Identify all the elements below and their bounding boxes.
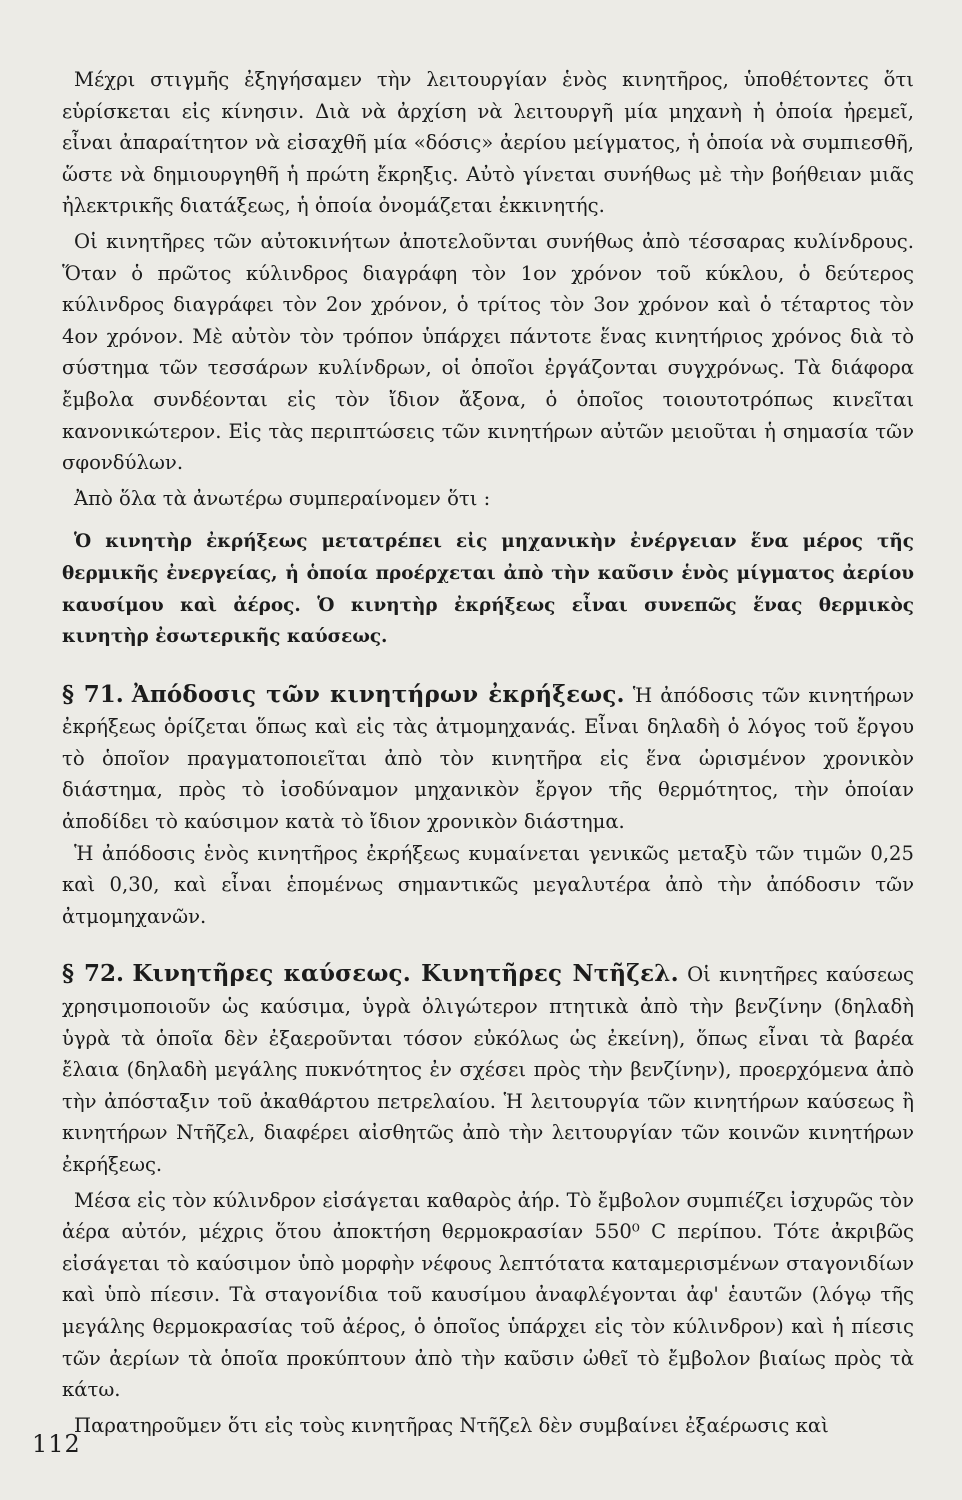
section-71-text: Ἡ ἀπόδοσις τῶν κινητήρων ἐκρήξεως ὁρίζεται ὅπως καὶ εἰς τὰς ἀτμομηχανάς. Εἶναι δηλαδὴ ὁ λόγος τοῦ ἔργου τὸ ὁποῖον πραγματοποιεῖται ἀπὸ τὸν κινητῆρα εἰς ἕνα ὡρισμένον χρονικὸν διάστημα, πρὸς τὸ ἰσοδύναμον μηχανικὸν ἔργον τῆς θερμότητος, τὴν ὁποίαν ἀποδίδει τὸ καύσιμον κατὰ τὸ ἴδιον χρονικὸν διάστημα. <box>62 683 914 834</box>
paragraph-conclusion-bold: Ὁ κινητὴρ ἐκρήξεως μετατρέπει εἰς μηχανικὴν ἐνέργειαν ἕνα μέρος τῆς θερμικῆς ἐνεργείας, ἡ ὁποία προέρχεται ἀπὸ τὴν καῦσιν ἑνὸς μίγματος ἀερίου καυσίμου καὶ ἀέρος. Ὁ κινητὴρ ἐκρήξεως εἶναι συνεπῶς ἕνας θερμικὸς κινητὴρ ἐσωτερικῆς καύσεως. <box>62 531 914 648</box>
section-71-text-2: Ἡ ἀπόδοσις ἑνὸς κινητῆρος ἐκρήξεως κυμαίνεται γενικῶς μεταξὺ τῶν τιμῶν 0,25 καὶ 0,30, καὶ εἶναι ἑπομένως σημαντικῶς μεγαλυτέρα ἀπὸ τὴν ἀπόδοσιν τῶν ἀτμομηχανῶν. <box>62 841 914 928</box>
section-72-title: Κινητῆρες καύσεως. Κινητῆρες Ντῆζελ. <box>132 960 679 988</box>
section-72-text: Οἱ κινητῆρες καύσεως χρησιμοποιοῦν ὡς καύσιμα, ὑγρὰ ὀλιγώτερον πτητικὰ ἀπὸ τὴν βενζίνην (δηλαδὴ ὑγρὰ τὰ ὁποῖα δὲν ἐξαεροῦνται τόσον εὐκόλως ὡς ἐκείνη), ὅπως εἶναι τὰ βαρέα ἔλαια (δηλαδὴ μεγάλης πυκνότητος ἐν σχέσει πρὸς τὴν βενζίνην), προερχόμενα ἀπὸ τὴν ἀπόσταξιν τοῦ ἀκαθάρτου πετρελαίου. Ἡ λειτουργία τῶν κινητήρων καύσεως ἢ κινητήρων Ντῆζελ, διαφέρει αἰσθητῶς ἀπὸ τὴν λειτουργίαν τῶν κοινῶν κινητήρων ἐκρήξεως. <box>62 963 914 1176</box>
section-72-number: § 72. <box>62 960 125 988</box>
section-72-text-2: Μέσα εἰς τὸν κύλινδρον εἰσάγεται καθαρὸς ἀήρ. Τὸ ἔμβολον συμπιέζει ἰσχυρῶς τὸν ἀέρα αὐτόν, μέχρις ὅτου ἀποκτήση θερμοκρασίαν 550⁰ C περίπου. Τότε ἀκριβῶς εἰσάγεται τὸ καύσιμον ὑπὸ μορφὴν νέφους λεπτότατα καταμερισμένων σταγονιδίων καὶ ὑπὸ πίεσιν. Τὰ σταγονίδια τοῦ καυσίμου ἀναφλέγονται ἀφ' ἑαυτῶν (λόγῳ τῆς μεγάλης θερμοκρασίας τοῦ ἀέρος, ὁ ὁποῖος ὑπάρχει εἰς τὸν κύλινδρον) καὶ ἡ πίεσις τῶν ἀερίων τὰ ὁποῖα προκύπτουν ἀπὸ τὴν καῦσιν ὠθεῖ τὸ ἔμβολον βιαίως πρὸς τὰ κάτω. <box>62 1188 914 1402</box>
page-number: 112 <box>32 1430 81 1458</box>
section-72 <box>62 958 914 1180</box>
paragraph-conclusion-lead: Ἀπὸ ὅλα τὰ ἀνωτέρω συμπεραίνομεν ὅτι : <box>74 486 491 510</box>
section-71-title: Ἀπόδοσις τῶν κινητήρων ἐκρήξεως. <box>131 680 625 708</box>
section-71 <box>62 679 914 838</box>
paragraph-four-cylinders: Οἱ κινητῆρες τῶν αὐτοκινήτων ἀποτελοῦνται συνήθως ἀπὸ τέσσαρας κυλίνδρους. Ὅταν ὁ πρῶτος κύλινδρος διαγράφη τὸν 1ον χρόνον τοῦ κύκλου, ὁ δεύτερος κύλινδρος διαγράφει τὸν 2ον χρόνον, ὁ τρίτος τὸν 3ον χρόνον καὶ ὁ τέταρτος τὸν 4ον χρόνον. Μὲ αὐτὸν τὸν τρόπον ὑπάρχει πάντοτε ἕνας κινητήριος χρόνος διὰ τὸ σύστημα τῶν τεσσάρων κυλίνδρων, οἱ ὁποῖοι ἐργάζονται συγχρόνως. Τὰ διάφορα ἔμβολα συνδέονται εἰς τὸν ἴδιον ἄξονα, ὁ ὁποῖος τοιουτοτρόπως κινεῖται κανονικώτερον. Εἰς τὰς περιπτώσεις τῶν κινητήρων αὐτῶν μειοῦται ἡ σημασία τῶν σφονδύλων. <box>62 229 914 475</box>
section-72-text-3: Παρατηροῦμεν ὅτι εἰς τοὺς κινητῆρας Ντῆζελ δὲν συμβαίνει ἐξαέρωσις καὶ <box>74 1413 829 1437</box>
paragraph-starter-intro: Μέχρι στιγμῆς ἐξηγήσαμεν τὴν λειτουργίαν ἑνὸς κινητῆρος, ὑποθέτοντες ὅτι εὑρίσκεται εἰς κίνησιν. Διὰ νὰ ἀρχίση νὰ λειτουργῆ μία μηχανὴ ἡ ὁποία ἠρεμεῖ, εἶναι ἀπαραίτητον νὰ εἰσαχθῆ μία «δόσις» ἀερίου μείγματος, ἡ ὁποία νὰ συμπιεσθῆ, ὥστε νὰ δημιουργηθῆ ἡ πρώτη ἔκρηξις. Αὐτὸ γίνεται συνήθως μὲ τὴν βοήθειαν μιᾶς ἠλεκτρικῆς διατάξεως, ἡ ὁποία ὀνομάζεται ἐκκινητής. <box>62 68 914 218</box>
page-body <box>62 64 914 1441</box>
section-71-number: § 71. <box>62 680 124 708</box>
